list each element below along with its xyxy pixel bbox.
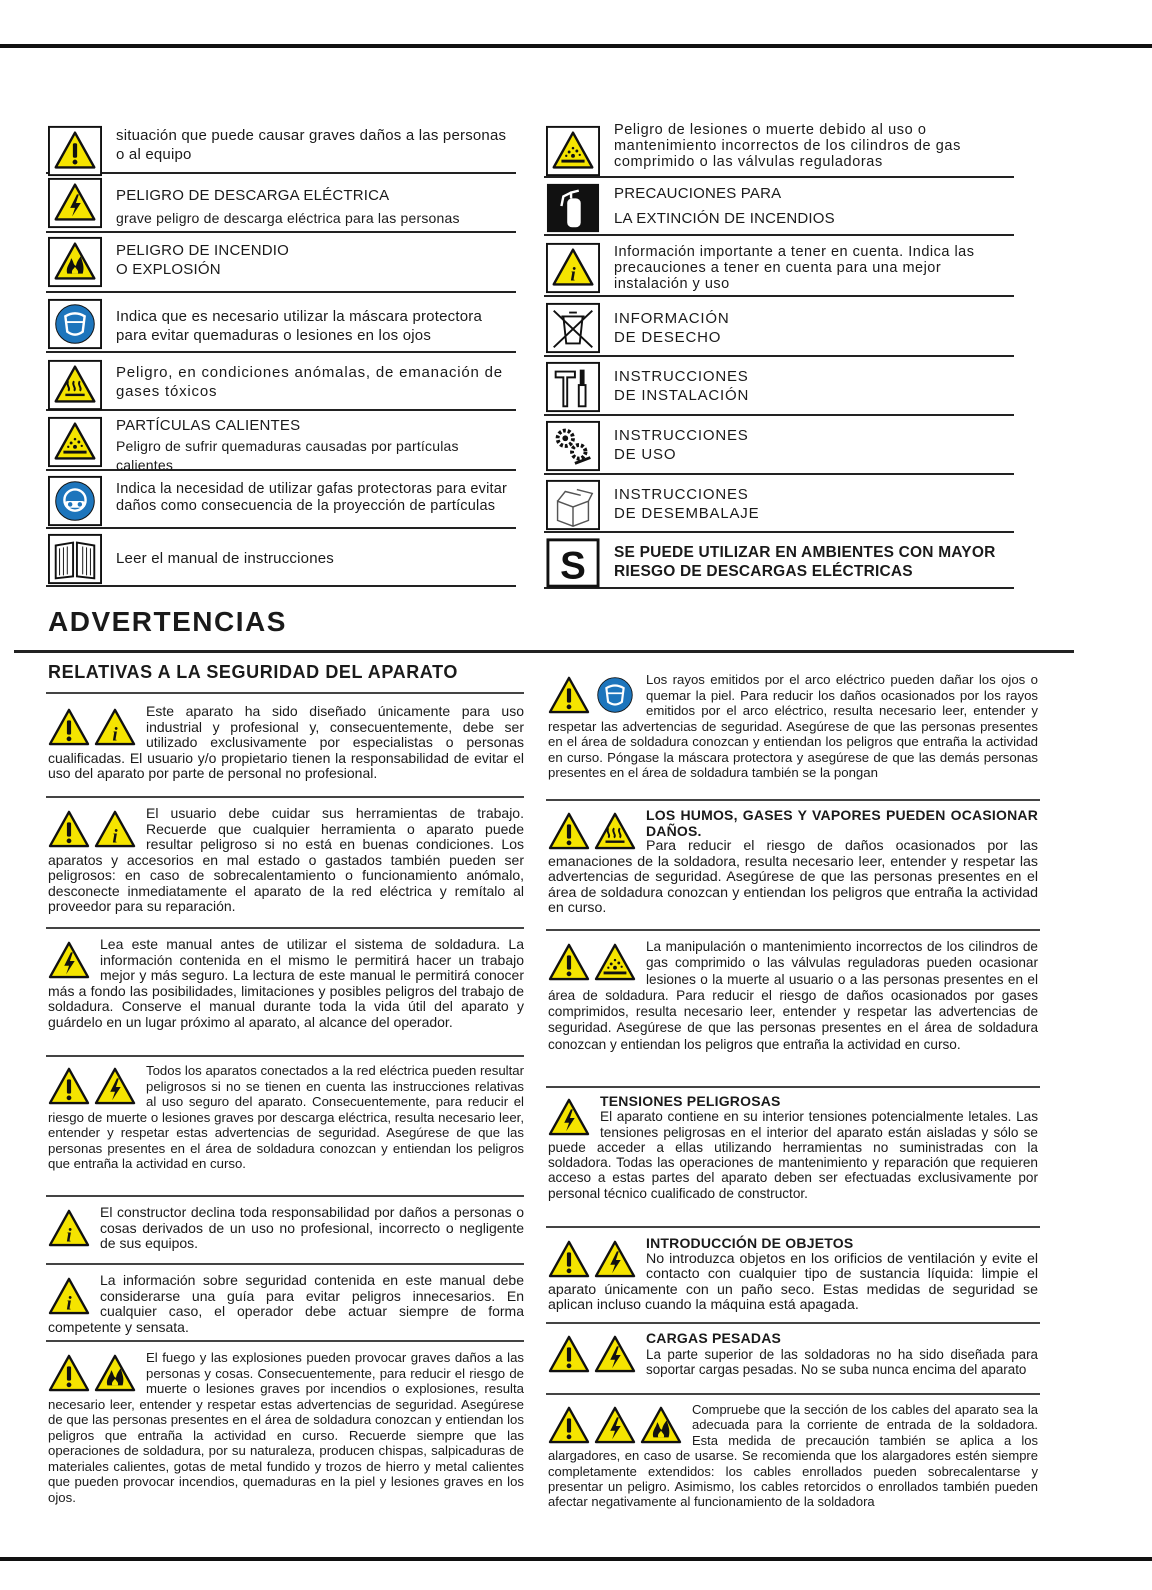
icon-group <box>48 1209 90 1247</box>
icon-group <box>548 676 636 714</box>
info-icon <box>94 708 136 746</box>
separator <box>46 1195 524 1197</box>
toxic-gas-icon <box>594 812 636 850</box>
legend-text: Información importante a tener en cuenta. Indica las precauciones a tener en cuenta para una mejor instalación y uso <box>614 244 975 292</box>
warning-text: Para reducir el riesgo de daños ocasionados por las emanaciones de la soldadora, resulta necesario leer, entender y respetar las advertencias de seguridad. Asegúrese de que las personas presentes en el área de soldadura conozcan y entiendan los peligros que entraña la actividad en curso. <box>548 838 1038 916</box>
icon-group <box>548 943 636 981</box>
legend-text: Leer el manual de instrucciones <box>116 550 334 567</box>
warning-text: La manipulación o mantenimiento incorrectos de los cilindros de gas comprimido o las válvulas reguladoras pueden ocasionar lesiones o la muerte al usuario o a las personas presentes en el área de soldadura. Para reducir el riesgo de daños ocasionados por gases comprimidos, resulta necesario leer, entender y respetar las advertencias de seguridad. Asegúrese de que las personas presentes en el área de soldadura conozcan y entiendan los peligros que entraña la actividad en curso. <box>548 939 1038 1052</box>
warning-block <box>48 806 524 915</box>
bottom-rule <box>0 1557 1152 1561</box>
legend-title: PELIGRO DE INCENDIO <box>116 242 289 259</box>
warning-block <box>48 1063 524 1172</box>
fire-icon <box>48 236 102 288</box>
warning-block <box>548 939 1038 1053</box>
legend-title: INSTRUCCIONES <box>614 368 749 385</box>
separator <box>46 1340 524 1342</box>
legend-text: Peligro de sufrir quemaduras causadas por partículas calientes <box>116 438 459 473</box>
section-rule <box>14 650 1074 653</box>
legend-item-gas-cylinder <box>544 122 1014 178</box>
warning-heading: CARGAS PESADAS <box>646 1330 782 1346</box>
warning-text: Los rayos emitidos por el arco eléctrico pueden dañar los ojos o quemar la piel. Para reducir los daños ocasionados por los rayos emitidos por el arco eléctrico, resulta necesario leer, entender y respetar las advertencias de seguridad. Asegúrese de que las personas presentes en el área de soldadura conozcan y entiendan los peligros que entraña la actividad en curso. Póngase la máscara protectora y asegúrese de que las demás personas presentes en el área de soldadura también se la pongan <box>548 672 1038 780</box>
warning-text: El aparato contiene en su interior tensiones potencialmente letales. Las tensiones peligrosas en el interior del aparato están aisladas y sólo se puede acceder a ellas utilizando herramientas no suministradas con la soldadora. Todas las operaciones de mantenimiento y reparación que requieren acceso a estas partes del aparato deben ser efectuadas exclusivamente por personal técnico cualificado de constructor. <box>548 1109 1038 1201</box>
icon-group <box>548 1240 636 1278</box>
separator <box>46 927 524 929</box>
info-icon <box>48 1277 90 1315</box>
extinguisher-icon <box>546 182 600 234</box>
warning-icon <box>48 1067 90 1105</box>
electric-shock-icon <box>548 1098 590 1136</box>
warning-icon <box>548 676 590 714</box>
legend-item-install <box>544 357 1014 416</box>
fire-icon <box>94 1354 136 1392</box>
legend-title: PRECAUCIONES PARA <box>614 185 782 202</box>
icon-group <box>48 941 90 979</box>
legend-item-face-mask <box>46 293 516 353</box>
separator <box>46 692 524 694</box>
separator <box>546 1322 1040 1324</box>
legend-item-manual <box>46 529 516 587</box>
icon-group <box>48 810 136 848</box>
page-title: ADVERTENCIAS <box>48 606 287 637</box>
warning-block <box>548 1402 1038 1510</box>
electric-shock-icon <box>48 941 90 979</box>
icon-group <box>48 1277 90 1315</box>
info-icon <box>546 242 600 294</box>
legend-text: Indica que es necesario utilizar la máscara protectora para evitar quemaduras o lesiones en los ojos <box>116 308 482 344</box>
warning-icon <box>548 812 590 850</box>
box-icon <box>546 479 600 531</box>
warning-text: Este aparato ha sido diseñado únicamente para uso industrial y profesional y, consecuentemente, debe ser utilizado exclusivamente por especialistas o personas cualificadas. El usuario y/o propietario tienen la responsabilidad de evitar el uso del aparato por parte de personal no profesional. <box>48 703 524 781</box>
electric-shock-icon <box>594 1406 636 1444</box>
electric-shock-icon <box>94 1067 136 1105</box>
top-rule <box>0 44 1152 48</box>
warning-block <box>548 808 1038 917</box>
separator <box>546 799 1040 801</box>
info-icon <box>48 1209 90 1247</box>
gas-cylinder-icon <box>594 943 636 981</box>
legend-text: Indica la necesidad de utilizar gafas protectoras para evitar daños como consecuencia de la proyección de partículas <box>116 481 508 514</box>
manual-icon <box>48 533 102 585</box>
warning-text: El fuego y las explosiones pueden provocar graves daños a las personas y cosas. Consecuentemente, para reducir el riesgo de muerte o lesiones graves por incendios o explosiones, resulta necesario leer, entender y respetar estas advertencias de seguridad. Asegúrese de que las personas presentes en el área de soldadura conozcan y entiendan los peligros que entraña la actividad en curso. Recuerde siempre que las operaciones de soldadura, por su naturaleza, producen chispas, salpicaduras de materiales calientes, gotas de metal fundido y trozos de hierro y metal calientes que pueden provocar incendios, quemaduras en la piel y lesiones graves en los ojos. <box>48 1350 524 1505</box>
face-mask-icon <box>594 676 636 714</box>
warning-icon <box>548 943 590 981</box>
gas-cylinder-icon <box>546 125 600 177</box>
icon-group <box>548 812 636 850</box>
legend-item-goggles <box>46 471 516 529</box>
electric-shock-icon <box>48 177 102 229</box>
warning-block <box>548 1331 1038 1378</box>
legend-text: situación que puede causar graves daños a las personas o al equipo <box>116 127 507 163</box>
info-icon <box>94 810 136 848</box>
warning-text: El constructor declina toda responsabilidad por daños a personas o cosas derivados de un uso no profesional, incorrecto o negligente de sus equipos. <box>100 1204 524 1251</box>
legend-text: LA EXTINCIÓN DE INCENDIOS <box>614 210 835 227</box>
warning-block <box>548 1094 1038 1201</box>
legend-text: DE DESEMBALAJE <box>614 505 760 522</box>
legend-item-unpack <box>544 475 1014 533</box>
legend-text: RIESGO DE DESCARGAS ELÉCTRICAS <box>614 563 913 580</box>
icon-group <box>548 1098 590 1136</box>
legend-title: INFORMACIÓN <box>614 310 730 327</box>
warning-block <box>48 1205 524 1252</box>
goggles-icon <box>48 475 102 527</box>
legend-text: Peligro, en condiciones anómalas, de emanación de gases tóxicos <box>116 364 503 400</box>
tools-icon <box>546 361 600 413</box>
legend-item-extinguisher <box>544 178 1014 236</box>
legend-title: PELIGRO DE DESCARGA ELÉCTRICA <box>116 187 390 204</box>
legend-text: DE INSTALACIÓN <box>614 387 750 404</box>
legend-item-hot-particles <box>46 411 516 471</box>
warning-icon <box>548 1406 590 1444</box>
separator <box>46 796 524 798</box>
warning-text: La información sobre seguridad contenida en este manual debe considerarse una guía para evitar peligros innecesarios. En cualquier caso, el operador debe actuar siempre de forma competente y sensata. <box>48 1272 524 1335</box>
warning-text: La parte superior de las soldadoras no ha sido diseñada para soportar cargas pesadas. No se suba nunca encima del aparato <box>646 1346 1038 1377</box>
svg-text:S: S <box>560 544 586 588</box>
symbol-legend-left <box>46 122 516 587</box>
legend-text: DE USO <box>614 446 677 463</box>
separator <box>46 1055 524 1057</box>
legend-title: PARTÍCULAS CALIENTES <box>116 417 301 434</box>
legend-item-info <box>544 236 1014 297</box>
legend-text: O EXPLOSIÓN <box>116 261 221 278</box>
warning-block <box>48 937 524 1030</box>
warning-icon <box>48 125 102 177</box>
warning-text: Todos los aparatos conectados a la red eléctrica pueden resultar peligrosos si no se tienen en cuenta las instrucciones relativas al uso seguro del aparato. Consecuentemente, para reducir el riesgo de muerte o lesiones graves por descarga eléctrica, resulta necesario leer, entender y respetar estas advertencias de seguridad. Asegúrese de que las personas presentes en el área de soldadura conozcan y entiendan los peligros que entraña la actividad en curso. <box>48 1063 524 1171</box>
warning-block <box>48 704 524 782</box>
legend-item-s-mark <box>544 533 1014 589</box>
legend-item-usage <box>544 416 1014 475</box>
legend-text: grave peligro de descarga eléctrica para las personas <box>116 210 460 226</box>
separator <box>546 929 1040 931</box>
warning-icon <box>548 1240 590 1278</box>
icon-group <box>548 1406 682 1444</box>
warning-icon <box>48 1354 90 1392</box>
legend-item-electric-shock <box>46 174 516 233</box>
legend-text: Peligro de lesiones o muerte debido al uso o mantenimiento incorrectos de los cilindros de gas comprimido o las válvulas reguladoras <box>614 122 961 170</box>
warning-heading: LOS HUMOS, GASES Y VAPORES PUEDEN OCASIONAR DAÑOS. <box>646 807 1038 839</box>
warning-heading: INTRODUCCIÓN DE OBJETOS <box>646 1235 854 1251</box>
legend-title: SE PUEDE UTILIZAR EN AMBIENTES CON MAYOR <box>614 544 996 561</box>
warning-text: El usuario debe cuidar sus herramientas de trabajo. Recuerde que cualquier herramienta o aparato puede resultar peligroso si no está en buenas condiciones. Los aparatos y accesorios en mal estado o gastados también pueden ser peligrosos: en caso de sobrecalentamiento o funcionamiento anómalo, desconecte inmediatamente el aparato de la red eléctrica y remítalo al proveedor para su reparación. <box>48 805 524 914</box>
warning-icon <box>48 708 90 746</box>
warning-block <box>48 1273 524 1335</box>
legend-item-waste <box>544 297 1014 357</box>
legend-item-fire <box>46 233 516 293</box>
separator <box>546 1086 1040 1088</box>
warning-block <box>48 1350 524 1505</box>
warning-text: No introduzca objetos en los orificios de ventilación y evite el contacto con cualquier tipo de sustancia líquida: limpie el aparato únicamente con un paño seco. Estas medidas de seguridad se aplican incluso cuando la máquina está apagada. <box>548 1250 1038 1313</box>
warning-text: Compruebe que la sección de los cables del aparato sea la adecuada para la corriente de entrada de la soldadora. Esta medida de precaución también se aplica a los alargadores, en caso de usarse. Se recomienda que los alargadores estén siempre completamente extendidos: los cables enrollados pueden sobrecalentarse y presentar un peligro. Asimismo, los cables retorcidos o enrollados también pueden afectar negativamente al funcionamiento de la soldadora <box>548 1402 1038 1510</box>
warning-block <box>548 672 1038 781</box>
warning-text: Lea este manual antes de utilizar el sistema de soldadura. La información contenida en el mismo le permitirá hacer un trabajo mejor y más seguro. La lectura de este manual le permitirá conocer más a fondo las posibilidades, limitaciones y posibles peligros del trabajo de soldadura. Conserve el manual durante toda la vida útil del aparato y guárdelo en un lugar próximo al aparato, al alcance del operador. <box>48 936 524 1030</box>
section-subtitle: RELATIVAS A LA SEGURIDAD DEL APARATO <box>48 662 458 682</box>
separator <box>46 1263 524 1265</box>
legend-title: INSTRUCCIONES <box>614 486 749 503</box>
gears-icon <box>546 420 600 472</box>
icon-group <box>48 1354 136 1392</box>
legend-text: DE DESECHO <box>614 329 722 346</box>
electric-shock-icon <box>594 1240 636 1278</box>
electric-shock-icon <box>594 1335 636 1373</box>
toxic-gas-icon <box>48 359 102 411</box>
fire-icon <box>640 1406 682 1444</box>
warning-icon <box>48 810 90 848</box>
icon-group <box>48 708 136 746</box>
legend-title: INSTRUCCIONES <box>614 427 749 444</box>
icon-group <box>548 1335 636 1373</box>
separator <box>546 1226 1040 1228</box>
legend-item-toxic-gas <box>46 353 516 411</box>
legend-item-warning <box>46 122 516 174</box>
waste-bin-icon <box>546 302 600 354</box>
symbol-legend-right <box>544 122 1014 589</box>
warning-icon <box>548 1335 590 1373</box>
warning-heading: TENSIONES PELIGROSAS <box>600 1093 781 1109</box>
face-mask-icon <box>48 298 102 350</box>
hot-particles-icon <box>48 416 102 468</box>
separator <box>546 1393 1040 1395</box>
icon-group <box>48 1067 136 1105</box>
warning-block <box>548 1236 1038 1314</box>
s-mark-icon <box>546 537 600 589</box>
